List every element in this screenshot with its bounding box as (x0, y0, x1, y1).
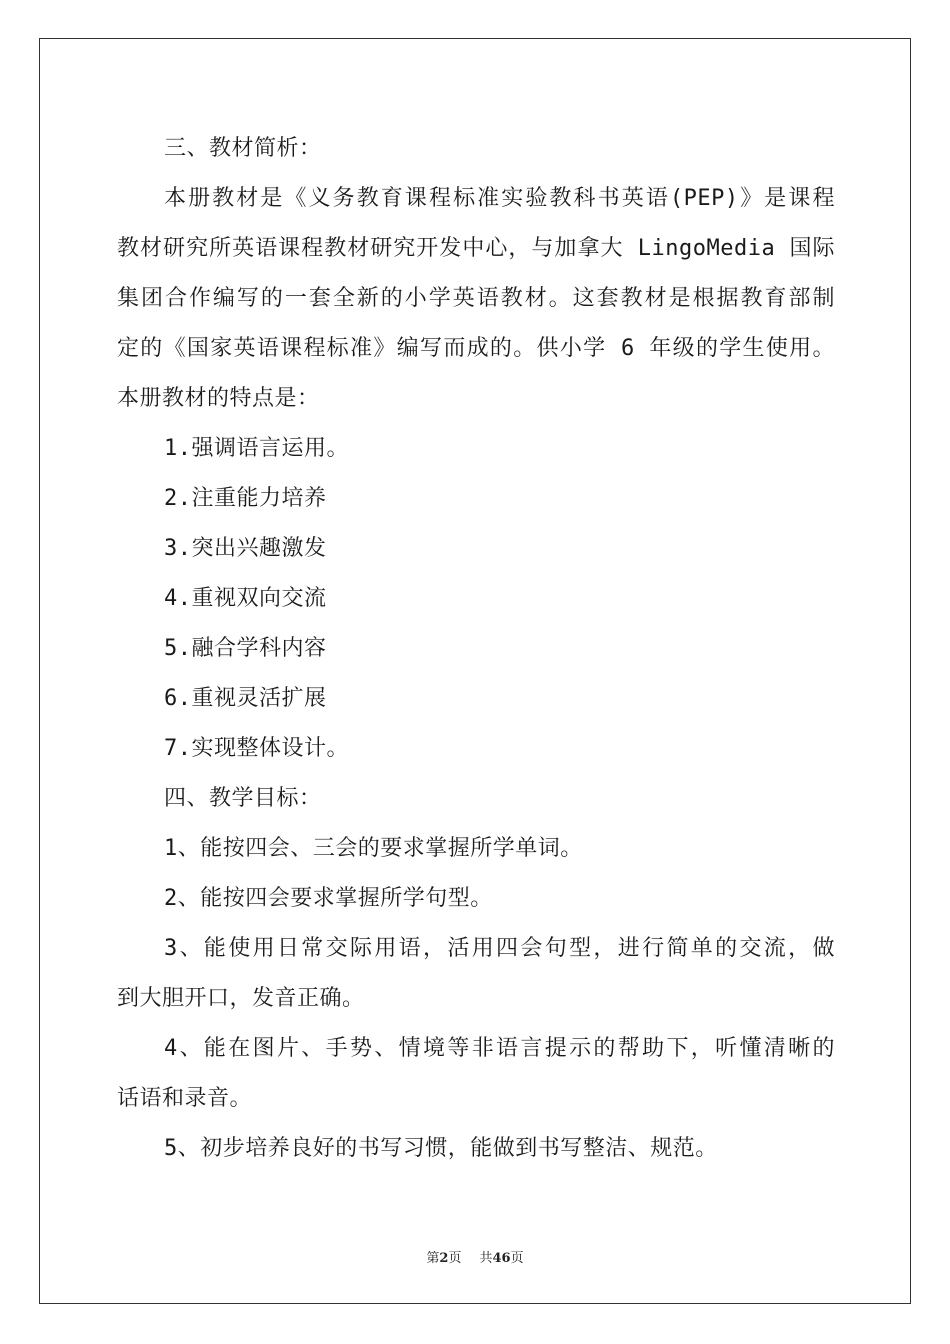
footer-page-suffix: 页 (448, 1251, 462, 1266)
goal-item: 1、能按四会、三会的要求掌握所学单词。 (164, 836, 583, 861)
goal-item-continuation: 到大胆开口，发音正确。 (117, 986, 365, 1011)
footer-total-prefix: 共 (479, 1251, 493, 1266)
list-item: 4.重视双向交流 (164, 586, 327, 611)
list-item: 1.强调语言运用。 (164, 436, 349, 461)
goal-item: 4、能在图片、手势、情境等非语言提示的帮助下，听懂清晰的 (164, 1036, 835, 1061)
footer-total-suffix: 页 (510, 1251, 524, 1266)
goal-item: 5、初步培养良好的书写习惯，能做到书写整洁、规范。 (164, 1136, 718, 1161)
paragraph-line: 教材研究所英语课程教材研究开发中心，与加拿大 LingoMedia 国际 (117, 236, 835, 261)
paragraph-line: 本册教材是《义务教育课程标准实验教科书英语(PEP)》是课程 (164, 186, 835, 211)
list-item: 2.注重能力培养 (164, 486, 327, 511)
paragraph-line: 集团合作编写的一套全新的小学英语教材。这套教材是根据教育部制 (117, 286, 835, 311)
paragraph-line: 本册教材的特点是： (117, 386, 320, 411)
goal-item: 2、能按四会要求掌握所学句型。 (164, 886, 493, 911)
footer-page-prefix: 第 (426, 1251, 440, 1266)
page-footer (0, 1247, 950, 1266)
footer-page-number: 2 (439, 1251, 449, 1266)
list-item: 6.重视灵活扩展 (164, 686, 327, 711)
list-item: 5.融合学科内容 (164, 636, 327, 661)
footer-total-pages: 46 (492, 1251, 511, 1266)
document-body (117, 124, 835, 1174)
list-item: 7.实现整体设计。 (164, 736, 349, 761)
section-heading-textbook-analysis: 三、教材简析： (164, 136, 322, 161)
list-item: 3.突出兴趣激发 (164, 536, 327, 561)
paragraph-line: 定的《国家英语课程标准》编写而成的。供小学 6 年级的学生使用。 (117, 336, 835, 361)
section-heading-teaching-goals: 四、教学目标： (164, 786, 322, 811)
goal-item: 3、能使用日常交际用语，活用四会句型，进行简单的交流，做 (164, 936, 835, 961)
goal-item-continuation: 话语和录音。 (117, 1086, 253, 1111)
